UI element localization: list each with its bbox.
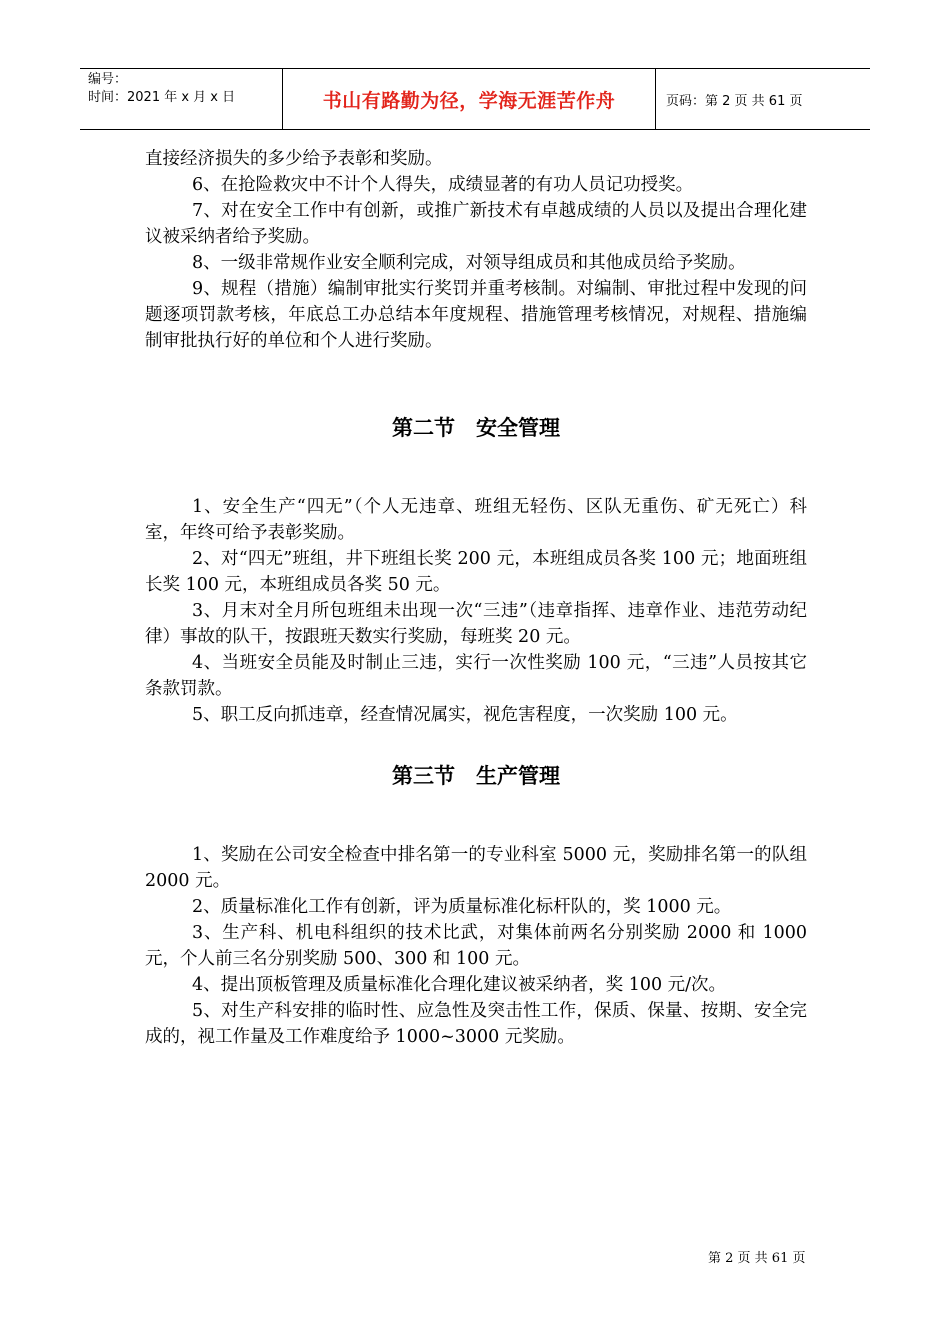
paragraph: 5、职工反向抓违章，经查情况属实，视危害程度，一次奖励 100 元。: [192, 705, 738, 725]
paragraph: 1、奖励在公司安全检查中排名第一的专业科室 5000 元，奖励排名第一的队组 2000 元。: [145, 845, 807, 891]
document-body: [145, 146, 807, 1050]
time-label: 时间：2021 年 x 月 x 日: [88, 90, 236, 105]
paragraph: 9、规程（措施）编制审批实行奖罚并重考核制。对编制、审批过程中发现的问题逐项罚款考核，年底总工办总结本年度规程、措施管理考核情况，对规程、措施编制审批执行好的单位和个人进行奖励。: [145, 279, 807, 351]
paragraph: 1、安全生产“四无”（个人无违章、班组无轻伤、区队无重伤、矿无死亡）科室，年终可给予表彰奖励。: [145, 497, 807, 543]
paragraph: 4、提出顶板管理及质量标准化合理化建议被采纳者，奖 100 元/次。: [192, 975, 727, 995]
header-motto: 书山有路勤为径，学海无涯苦作舟: [282, 69, 656, 129]
paragraph: 直接经济损失的多少给予表彰和奖励。: [145, 149, 443, 169]
paragraph: 3、月末对全月所包班组未出现一次“三违”（违章指挥、违章作业、违范劳动纪律）事故的队干，按跟班天数实行奖励，每班奖 20 元。: [145, 601, 807, 647]
section-title: 第三节 生产管理: [392, 764, 560, 788]
page-header: [80, 68, 870, 130]
paragraph: 4、当班安全员能及时制止三违，实行一次性奖励 100 元，“三违”人员按其它条款罚款。: [145, 653, 807, 699]
paragraph: 6、在抢险救灾中不计个人得失，成绩显著的有功人员记功授奖。: [192, 175, 694, 195]
paragraph: 5、对生产科安排的临时性、应急性及突击性工作，保质、保量、按期、安全完成的，视工作量及工作难度给予 1000~3000 元奖励。: [145, 1001, 807, 1047]
paragraph: 2、质量标准化工作有创新，评为质量标准化标杆队的，奖 1000 元。: [192, 897, 732, 917]
paragraph: 3、生产科、机电科组织的技术比武，对集体前两名分别奖励 2000 和 1000 元，个人前三名分别奖励 500、300 和 100 元。: [145, 923, 807, 969]
paragraph: 2、对“四无”班组，井下班组长奖 200 元，本班组成员各奖 100 元；地面班组长奖 100 元，本班组成员各奖 50 元。: [145, 549, 807, 595]
paragraph: 8、一级非常规作业安全顺利完成，对领导组成员和其他成员给予奖励。: [192, 253, 746, 273]
doc-number-label: 编号：: [88, 72, 128, 87]
page-footer: 第 2 页 共 61 页: [708, 1251, 806, 1266]
section-title: 第二节 安全管理: [392, 416, 560, 440]
header-meta: [80, 69, 282, 129]
header-page-info: 页码：第 2 页 共 61 页: [666, 93, 803, 109]
paragraph: 7、对在安全工作中有创新，或推广新技术有卓越成绩的人员以及提出合理化建议被采纳者给予奖励。: [145, 201, 807, 247]
